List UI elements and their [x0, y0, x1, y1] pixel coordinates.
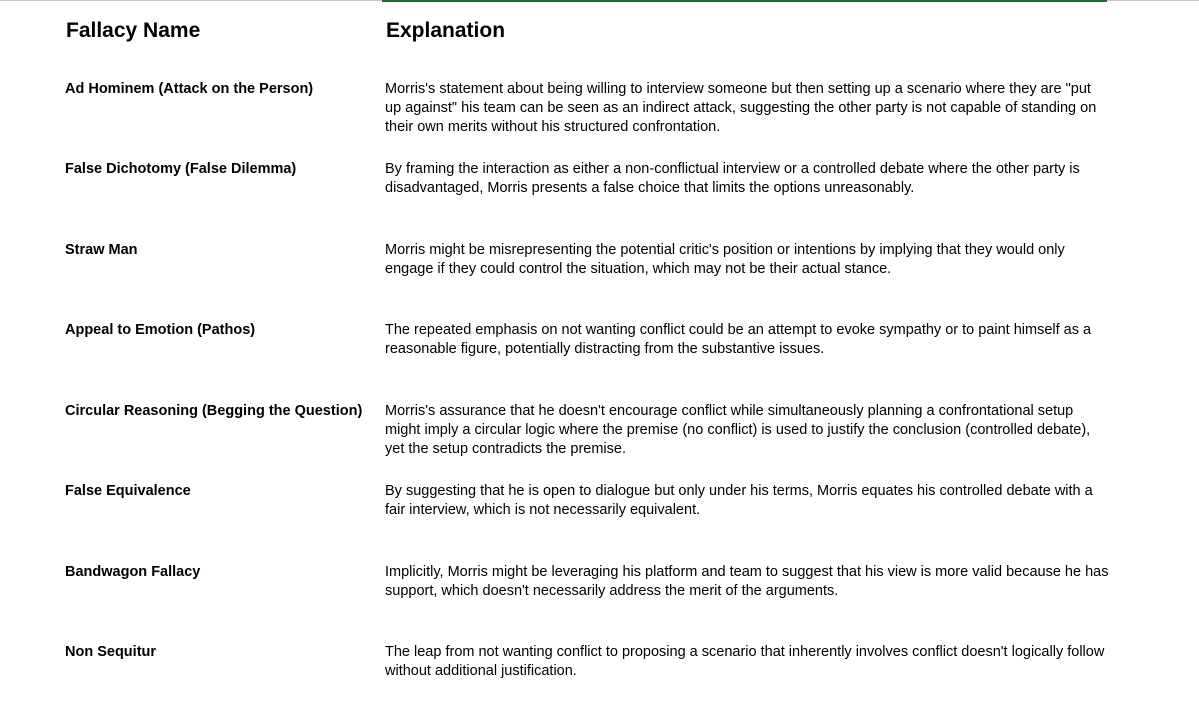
table-row [0, 160, 1199, 240]
table-row [0, 482, 1199, 562]
fallacy-name-cell: False Equivalence [65, 483, 191, 499]
fallacy-name-cell: Straw Man [65, 242, 138, 258]
fallacy-name-cell: Non Sequitur [65, 644, 157, 660]
table-row [0, 563, 1199, 643]
fallacy-name-cell: Ad Hominem (Attack on the Person) [65, 81, 314, 97]
fallacy-name-cell: Appeal to Emotion (Pathos) [65, 322, 256, 338]
table-row [0, 321, 1199, 401]
explanation-cell: The leap from not wanting conflict to proposing a scenario that inherently involves conflict doesn't logically follow without additional justification. [385, 644, 1105, 679]
fallacy-name-cell: Circular Reasoning (Begging the Question) [65, 403, 363, 419]
header-fallacy-name: Fallacy Name [66, 19, 201, 42]
explanation-cell: Morris might be misrepresenting the potential critic's position or intentions by implying that they would only engage if they could control the situation, which may not be their actual stance. [385, 242, 1065, 277]
table-row [0, 402, 1199, 482]
fallacy-name-cell: Bandwagon Fallacy [65, 564, 201, 580]
header-explanation: Explanation [386, 19, 506, 42]
explanation-cell: Implicitly, Morris might be leveraging his platform and team to suggest that his view is more valid because he has support, which doesn't necessarily address the merit of the arguments. [385, 564, 1109, 599]
fallacy-name-cell: False Dichotomy (False Dilemma) [65, 161, 297, 177]
explanation-cell: By suggesting that he is open to dialogue but only under his terms, Morris equates his controlled debate with a fair interview, which is not necessarily equivalent. [385, 483, 1093, 518]
table-row [0, 80, 1199, 160]
explanation-cell: Morris's statement about being willing to interview someone but then setting up a scenario where they are "put up against" his team can be seen as an indirect attack, suggesting the other party is not capable of standing on their own merits without his structured confrontation. [385, 81, 1097, 135]
explanation-cell: By framing the interaction as either a non-conflictual interview or a controlled debate where the other party is disadvantaged, Morris presents a false choice that limits the options unreasonably. [385, 161, 1080, 196]
explanation-cell: Morris's assurance that he doesn't encourage conflict while simultaneously planning a confrontational setup might imply a circular logic where the premise (no conflict) is used to justify the conclusion (controlled debate), yet the setup contradicts the premise. [385, 403, 1091, 457]
explanation-cell: The repeated emphasis on not wanting conflict could be an attempt to evoke sympathy or to paint himself as a reasonable figure, potentially distracting from the substantive issues. [385, 322, 1092, 357]
table-row [0, 241, 1199, 321]
explanation-column-top-border [382, 0, 1107, 2]
table-row [0, 643, 1199, 723]
